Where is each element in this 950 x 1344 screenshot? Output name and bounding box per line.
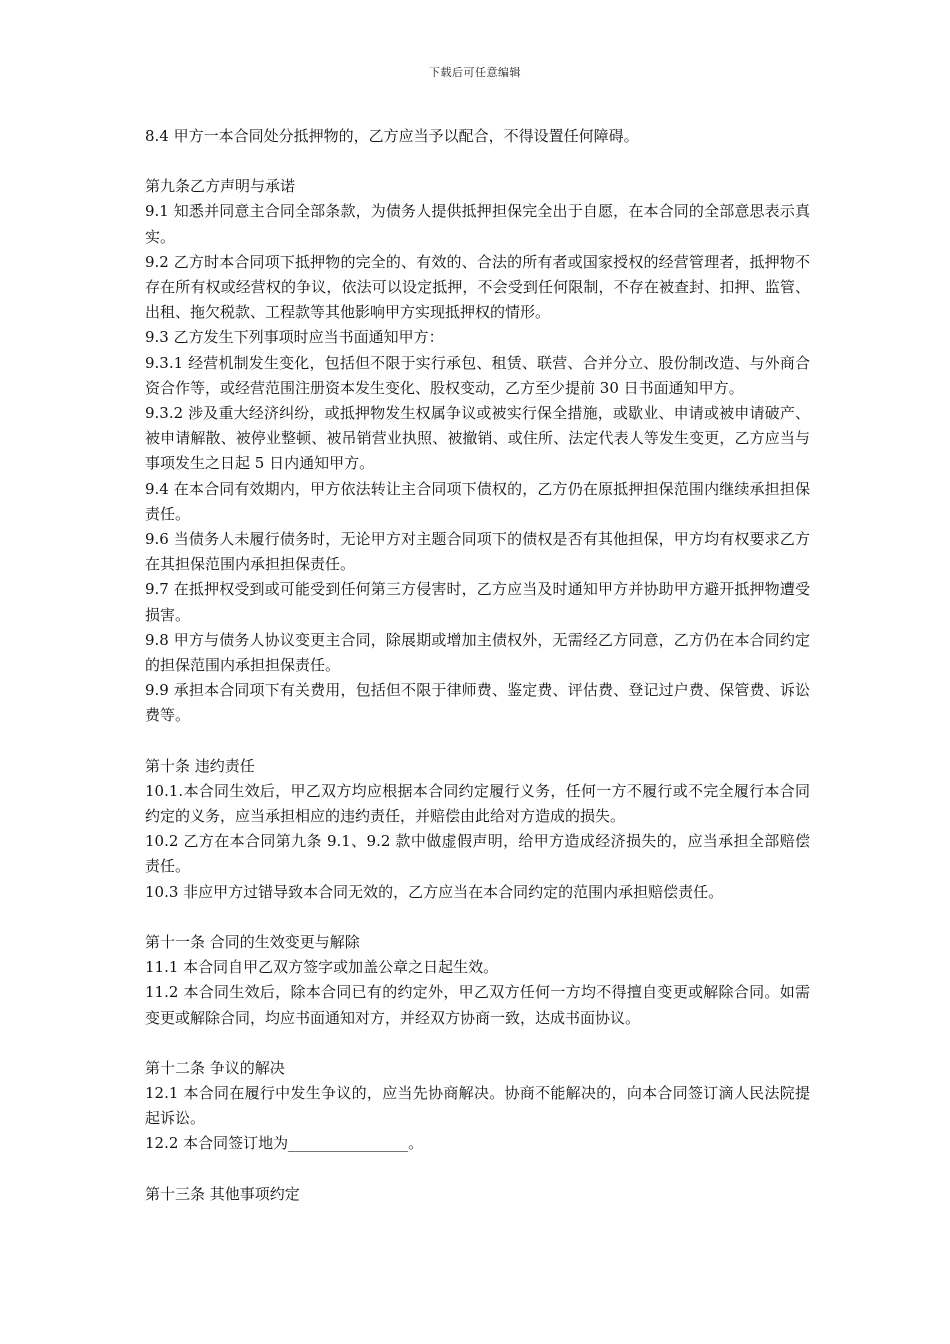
- clause-12-1: 12.1 本合同在履行中发生争议的，应当先协商解决。协商不能解决的，向本合同签订滴人民法院提起诉讼。: [145, 1083, 810, 1128]
- clause-9-7: 9.7 在抵押权受到或可能受到任何第三方侵害时，乙方应当及时通知甲方并协助甲方避开抵押物遭受损害。: [145, 580, 810, 624]
- clause-8-4: 8.4 甲方一本合同处分抵押物的，乙方应当予以配合，不得设置任何障碍。: [145, 127, 639, 145]
- section-12-title: 第十二条 争议的解决: [145, 1058, 285, 1077]
- clause-10-1: 10.1.本合同生效后，甲乙双方均应根据本合同约定履行义务，任何一方不履行或不完全履行本合同约定的义务，应当承担相应的违约责任，并赔偿由此给对方造成的损失。: [145, 781, 810, 826]
- clause-9-3-1: 9.3.1 经营机制发生变化，包括但不限于实行承包、租赁、联营、合并分立、股份制改造、与外商合资合作等，或经营范围注册资本发生变化、股权变动，乙方至少提前 30 日书面通知甲方。: [145, 353, 810, 397]
- clause-9-1: 9.1 知悉并同意主合同全部条款，为债务人提供抵押担保完全出于自愿，在本合同的全部意思表示真实。: [145, 202, 810, 246]
- section-10-title: 第十条 违约责任: [145, 756, 255, 775]
- clause-9-4: 9.4 在本合同有效期内，甲方依法转让主合同项下债权的，乙方仍在原抵押担保范围内继续承担担保责任。: [145, 479, 810, 523]
- clause-11-1: 11.1 本合同自甲乙双方签字或加盖公章之日起生效。: [145, 958, 499, 977]
- clause-10-2: 10.2 乙方在本合同第九条 9.1、9.2 款中做虚假声明，给甲方造成经济损失的，应当承担全部赔偿责任。: [145, 832, 810, 876]
- clause-9-9: 9.9 承担本合同项下有关费用，包括但不限于律师费、鉴定费、评估费、登记过户费、保管费、诉讼费等。: [145, 681, 810, 725]
- clause-10-3: 10.3 非应甲方过错导致本合同无效的，乙方应当在本合同约定的范围内承担赔偿责任。: [145, 882, 724, 901]
- clause-9-2: 9.2 乙方时本合同项下抵押物的完全的、有效的、合法的所有者或国家授权的经营管理者，抵押物不存在所有权或经营权的争议，依法可以设定抵押，不会受到任何限制，不存在被查封、扣押、监管、出租、拖欠税款、工程款等其他影响甲方实现抵押权的情形。: [145, 252, 810, 322]
- clause-9-3: 9.3 乙方发生下列事项时应当书面通知甲方：: [145, 328, 444, 347]
- clause-11-2: 11.2 本合同生效后，除本合同已有的约定外，甲乙双方任何一方均不得擅自变更或解除合同。如需变更或解除合同，均应书面通知对方，并经双方协商一致，达成书面协议。: [145, 983, 810, 1027]
- page-header-note: 下载后可任意编辑: [429, 66, 521, 79]
- section-9-title: 第九条乙方声明与承诺: [145, 177, 296, 196]
- clause-9-6: 9.6 当债务人未履行债务时，无论甲方对主题合同项下的债权是否有其他担保，甲方均有权要求乙方在其担保范围内承担担保责任。: [145, 530, 810, 574]
- clause-9-3-2: 9.3.2 涉及重大经济纠纷，或抵押物发生权属争议或被实行保全措施，或歇业、申请或被申请破产、被申请解散、被停业整顿、被吊销营业执照、被撤销、或住所、法定代表人等发生变更，乙方应当与事项发生之日起 5 日内通知甲方。: [145, 404, 810, 473]
- clause-12-2: 12.2 本合同签订地为________________。: [145, 1134, 424, 1153]
- clause-9-8: 9.8 甲方与债务人协议变更主合同，除展期或增加主债权外，无需经乙方同意，乙方仍在本合同约定的担保范围内承担担保责任。: [145, 630, 810, 675]
- section-11-title: 第十一条 合同的生效变更与解除: [145, 932, 360, 951]
- section-13-title: 第十三条 其他事项约定: [145, 1184, 300, 1203]
- document-body: [145, 124, 810, 1207]
